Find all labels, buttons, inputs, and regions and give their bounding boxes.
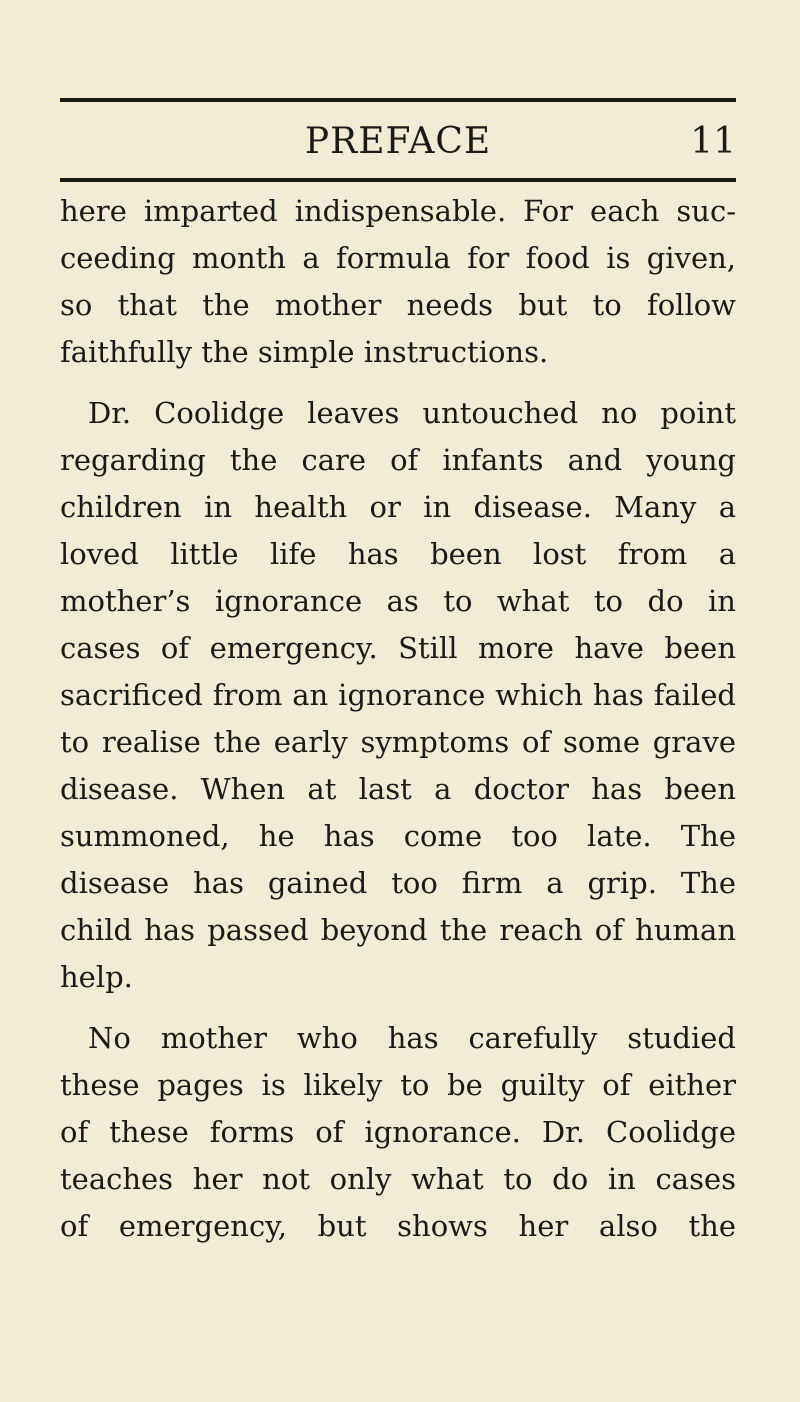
paragraph-3 (60, 1015, 736, 1250)
paragraph-gap (60, 1001, 736, 1015)
page-number: 11 (690, 121, 736, 162)
text-line: faithfully the simple instructions. (60, 335, 549, 369)
paragraph-2 (60, 390, 736, 1001)
header-top-rule (60, 98, 736, 102)
text-line: children in health or in disease. Many a (60, 490, 736, 524)
text-line: ceeding month a formula for food is given, (60, 241, 736, 275)
text-line: these pages is likely to be guilty of either (60, 1068, 736, 1102)
paragraph-gap (60, 376, 736, 390)
text-line: summoned, he has come too late. The (60, 819, 736, 853)
text-line: here imparted indispensable. For each suc- (60, 194, 736, 228)
text-line: of these forms of ignorance. Dr. Coolidge (60, 1115, 736, 1149)
text-line: loved little life has been lost from a (60, 537, 736, 571)
text-line: No mother who has carefully studied (88, 1021, 736, 1055)
text-line: teaches her not only what to do in cases (60, 1162, 736, 1196)
text-line: disease. When at last a doctor has been (60, 772, 736, 806)
text-line: to realise the early symptoms of some grave (60, 725, 736, 759)
text-line: regarding the care of infants and young (60, 443, 736, 477)
text-line: child has passed beyond the reach of human (60, 913, 736, 947)
paragraph-1 (60, 188, 736, 376)
text-line: of emergency, but shows her also the (60, 1209, 736, 1243)
body-text (60, 188, 736, 1250)
text-line: help. (60, 960, 133, 994)
text-line: Dr. Coolidge leaves untouched no point (88, 396, 736, 430)
text-line: disease has gained too firm a grip. The (60, 866, 736, 900)
text-line: cases of emergency. Still more have been (60, 631, 736, 665)
text-line: mother’s ignorance as to what to do in (60, 584, 736, 618)
text-line: sacrificed from an ignorance which has failed (60, 678, 736, 712)
running-head (60, 116, 736, 168)
text-line: so that the mother needs but to follow (60, 288, 736, 322)
header-bottom-rule (60, 178, 736, 182)
running-title: PREFACE (304, 121, 492, 162)
